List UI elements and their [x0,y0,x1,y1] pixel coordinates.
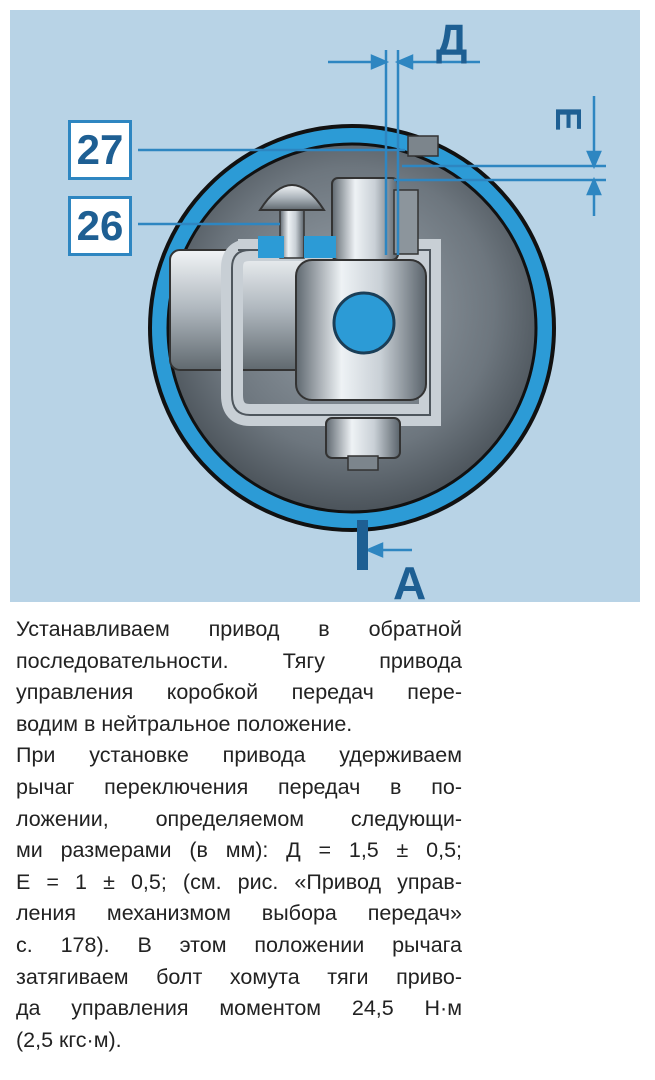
rod-hole [334,293,394,353]
section-a-marker [357,520,368,570]
dimension-e-label: Е [548,106,590,132]
text-line: ми размерами (в мм): Д = 1,5 ± 0,5; [16,838,462,863]
text-line: управления коробкой передач пере- [16,680,462,705]
text-line: затягиваем болт хомута тяги приво- [16,964,462,989]
callout-27: 27 [68,120,132,180]
mechanism-drawing [10,10,640,602]
section-a-label: А [393,557,427,602]
dimension-d-label: Д [436,16,468,65]
nut [326,418,400,458]
text-line: водим в нейтральное положение. [16,711,353,736]
text-line: Е = 1 ± 0,5; (см. рис. «Привод управ- [16,869,462,894]
text-line: (2,5 кгс·м). [16,1027,122,1052]
lever-block [332,178,398,260]
text-line: Устанавливаем привод в обратной [16,617,462,641]
text-line: ления механизмом выбора передач» [16,901,462,926]
text-line: рычаг переключения передач в по- [16,774,462,799]
callout-26: 26 [68,196,132,256]
text-line: с. 178). В этом положении рычага [16,932,462,957]
text-line: ложении, определяемом следующи- [16,806,462,831]
text-line: последовательности. Тягу привода [16,648,462,673]
illustration-panel [10,10,640,602]
instruction-text [16,614,462,1056]
text-line: да управления моментом 24,5 Н·м [16,996,462,1021]
text-line: При установке привода удерживаем [16,743,462,768]
